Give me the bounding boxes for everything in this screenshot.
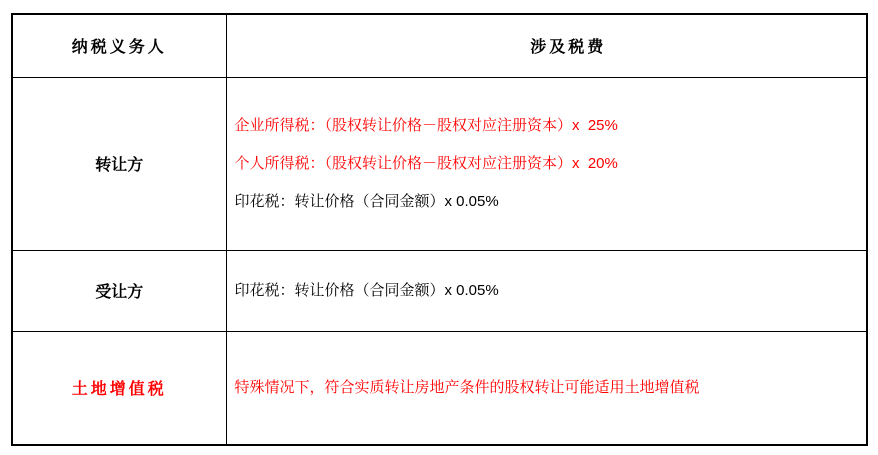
- row-label-transferee: 受让方: [12, 250, 226, 331]
- tax-line-group: [235, 281, 857, 301]
- tax-line-land-value-increment-note: 特殊情况下，符合实质转让房地产条件的股权转让可能适用土地增值税: [234, 378, 700, 396]
- row-label-transferor: 转让方: [12, 77, 226, 250]
- tax-line-personal-income-tax: 个人所得税：（股权转让价格－股权对应注册资本）x 20%: [234, 154, 618, 172]
- tax-liability-table: [11, 13, 868, 446]
- tax-line-corporate-income-tax: 企业所得税：（股权转让价格－股权对应注册资本）x 25%: [234, 116, 618, 134]
- table-row-transferor: [12, 77, 867, 250]
- row-content-transferor: [226, 77, 867, 250]
- table-header-row: [12, 14, 867, 77]
- row-label-land-value-increment-tax: 土地增值税: [12, 331, 226, 445]
- tax-line-stamp-duty-transferee: 印花税：转让价格（合同金额）x 0.05%: [234, 281, 499, 299]
- row-content-transferee: [226, 250, 867, 331]
- tax-line-group: [235, 116, 857, 212]
- table-row-land-value-increment-tax: [12, 331, 867, 445]
- tax-line-stamp-duty-transferor: 印花税：转让价格（合同金额）x 0.05%: [234, 192, 499, 210]
- header-taxpayer: 纳税义务人: [12, 14, 226, 77]
- tax-line-group: [235, 378, 857, 398]
- row-content-land-value-increment-tax: [226, 331, 867, 445]
- header-taxes-involved: 涉及税费: [226, 14, 867, 77]
- table-row-transferee: [12, 250, 867, 331]
